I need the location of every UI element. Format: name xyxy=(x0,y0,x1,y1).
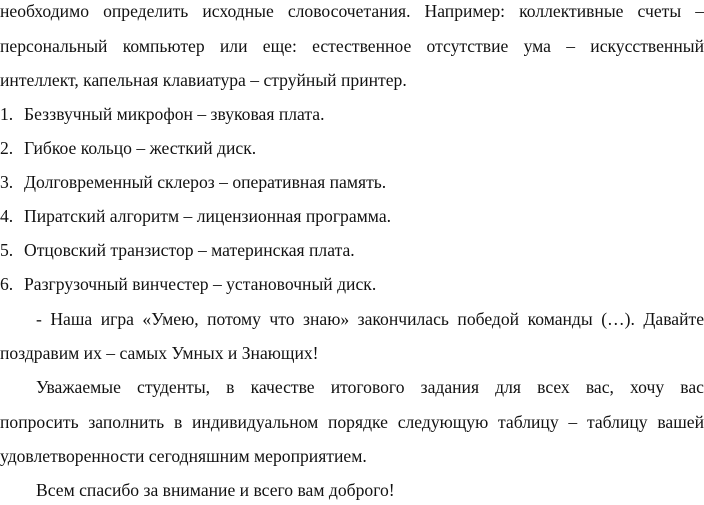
list-item-text: Беззвучный микрофон – звуковая плата. xyxy=(24,104,325,124)
list-item xyxy=(0,167,704,197)
list-item xyxy=(0,133,704,163)
list-item xyxy=(0,235,704,265)
list-item-text: Разгрузочный винчестер – установочный диск. xyxy=(24,274,377,294)
list-item-text: Отцовский транзистор – материнская плата. xyxy=(24,240,355,260)
intro-line-3: интеллект, капельная клавиатура – струйный принтер. xyxy=(0,70,407,90)
list-item-number: 5. xyxy=(0,240,14,260)
students-line-2: попросить заполнить в индивидуальном порядке следующую таблицу – таблицу вашей xyxy=(0,412,704,432)
students-line-3: удовлетворенности сегодняшним мероприятием. xyxy=(0,446,367,466)
game-line-2: поздравим их – самых Умных и Знающих! xyxy=(0,343,319,363)
list-item-number: 4. xyxy=(0,206,14,226)
students-line-1: Уважаемые студенты, в качестве итогового задания для всех вас, хочу вас xyxy=(36,377,704,397)
list-item-text: Пиратский алгоритм – лицензионная программа. xyxy=(24,206,392,226)
list-item-number: 2. xyxy=(0,138,14,158)
list-item-number: 1. xyxy=(0,104,14,124)
intro-line-1: необходимо определить исходные словосочетания. Например: коллективные счеты – xyxy=(0,1,704,21)
game-line-1: - Наша игра «Умею, потому что знаю» закончилась победой команды (…). Давайте xyxy=(36,309,704,329)
list-item-text: Долговременный склероз – оперативная память. xyxy=(24,172,387,192)
list-item-number: 6. xyxy=(0,274,14,294)
closing-line: Всем спасибо за внимание и всего вам доброго! xyxy=(36,480,395,500)
list-item-number: 3. xyxy=(0,172,14,192)
list-item xyxy=(0,99,704,129)
list-item-text: Гибкое кольцо – жесткий диск. xyxy=(24,138,257,158)
list-item xyxy=(0,201,704,231)
list-item xyxy=(0,269,704,299)
intro-line-2: персональный компьютер или еще: естественное отсутствие ума – искусственный xyxy=(0,36,704,56)
